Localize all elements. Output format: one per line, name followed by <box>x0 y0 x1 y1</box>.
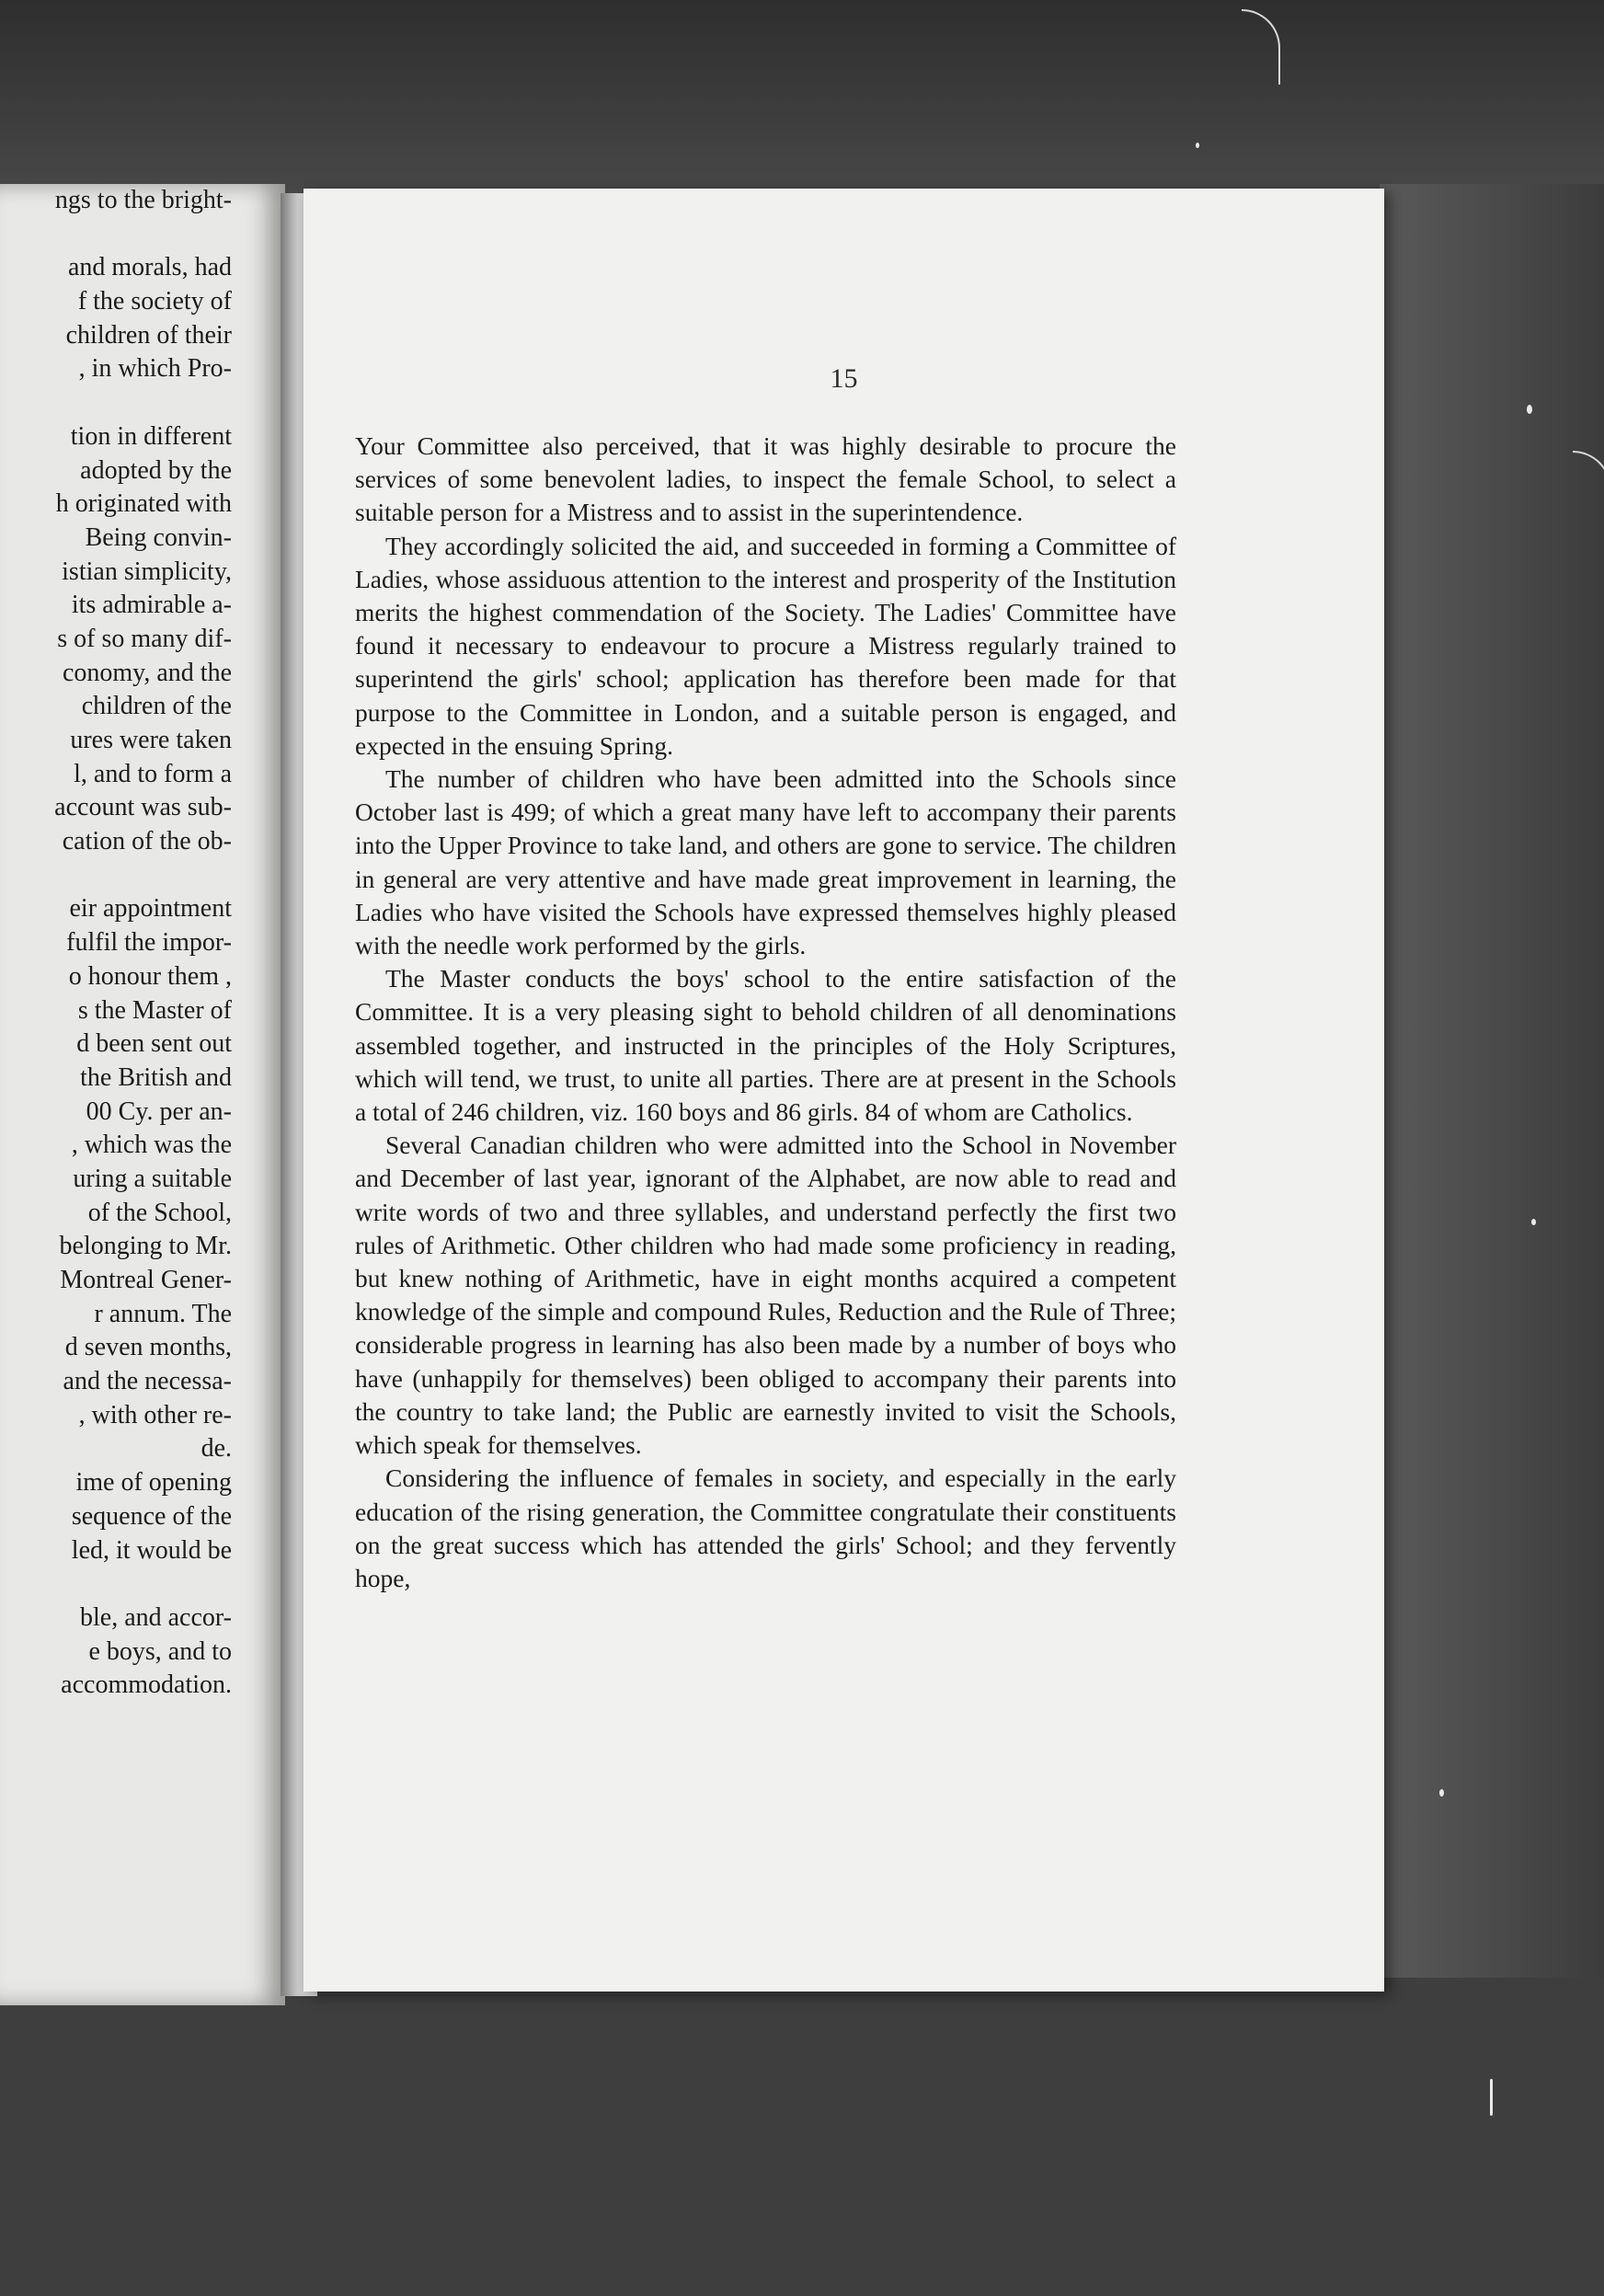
dust-speck <box>1527 405 1532 414</box>
left-facing-page <box>0 184 285 2005</box>
left-page-line: l, and to form a <box>74 759 232 788</box>
left-page-line: of the School, <box>87 1198 232 1227</box>
left-page-line: f the society of <box>77 287 232 316</box>
left-page-line: eir appointment <box>69 894 232 924</box>
left-page-line: led, it would be <box>71 1535 232 1565</box>
left-page-line: conomy, and the <box>62 658 232 687</box>
dust-speck <box>1531 1219 1536 1225</box>
left-page-line: account was sub- <box>54 793 232 822</box>
right-page <box>304 189 1384 1992</box>
left-page-line: sequence of the <box>71 1501 232 1531</box>
paragraph: The number of children who have been admitted into the Schools since October last is 499; of which a great many have left to accompany their parents into the Upper Province to take land, and others are gone to service. The children in general are very attentive and have made great improvement in learning, the Ladies who have visited the Schools have expressed themselves highly pleased with the needle work performed by the girls. <box>355 764 1176 960</box>
page-number: 15 <box>830 363 858 394</box>
left-page-line: h originated with <box>55 489 232 519</box>
body-text <box>355 430 1176 1595</box>
left-page-line: istian simplicity, <box>62 557 232 586</box>
left-page-line: e boys, and to <box>88 1636 232 1666</box>
left-page-line: ures were taken <box>70 726 232 754</box>
left-page-line <box>0 1567 232 1601</box>
left-page-line: ble, and accor- <box>79 1602 232 1632</box>
left-page-line: children of their <box>65 320 232 350</box>
left-page-line: Being convin- <box>85 522 232 552</box>
left-page-line: fulfil the impor- <box>66 928 232 958</box>
left-page-line: and morals, had <box>67 253 232 282</box>
left-page-line: 00 Cy. per an- <box>86 1096 232 1126</box>
left-page-line: the British and <box>80 1062 232 1092</box>
paragraph: The Master conducts the boys' school to the entire satisfaction of the Committee. It is a very pleasing sight to behold children of all denominations assembled together, and instructed in the principles of the Holy Scriptures, which will tend, we trust, to unite all parties. There are at present in the Schools a total of 246 children, viz. 160 boys and 86 girls. 84 of whom are Catholics. <box>355 964 1176 1127</box>
left-page-line: de. <box>200 1434 232 1464</box>
left-page-line: belonging to Mr. <box>59 1232 232 1261</box>
left-page-line: ngs to the bright- <box>54 186 232 214</box>
dust-speck <box>1439 1789 1444 1797</box>
left-page-line <box>0 386 232 420</box>
paragraph: Several Canadian children who were admitted into the School in November and December of last year, ignorant of the Alphabet, are now able to read and write words of two and three syllables, and understand perfectly the first two rules of Arithmetic. Other children who had made some proficiency in reading, but knew nothing of Arithmetic, have in eight months acquired a competent knowledge of the simple and compound Rules, Reduction and the Rule of Three; considerable progress in learning has also been made by a number of boys who have (unhappily for themselves) been obliged to accompany their parents into the country to take land; the Public are earnestly invited to visit the Schools, which speak for themselves. <box>355 1131 1176 1460</box>
left-page-line: Montreal Gener- <box>60 1266 232 1294</box>
left-page-line: , which was the <box>71 1131 232 1160</box>
dust-speck <box>1490 2079 1493 2116</box>
left-page-line: , in which Pro- <box>78 354 232 384</box>
left-page-line: d seven months, <box>64 1333 232 1362</box>
left-page-line: o honour them , <box>68 961 232 991</box>
dust-speck <box>1196 143 1199 148</box>
left-page-line <box>0 859 232 893</box>
left-page-line: accommodation. <box>61 1670 232 1700</box>
left-page-line: tion in different <box>70 421 232 451</box>
left-page-line <box>0 218 232 252</box>
paragraph: Considering the influence of females in society, and especially in the early education of the rising generation, the Committee congratulate their constituents on the great success which has attended the girls' School; and they fervently hope, <box>355 1464 1176 1592</box>
paragraph: Your Committee also perceived, that it was highly desirable to procure the services of some benevolent ladies, to inspect the female School, to select a suitable person for a Mistress and to assist in the superintendence. <box>355 431 1176 527</box>
left-page-line: d been sent out <box>76 1029 232 1059</box>
left-page-line: and the necessa- <box>63 1367 232 1396</box>
left-page-line: uring a suitable <box>73 1164 232 1193</box>
left-page-text <box>0 184 232 1703</box>
left-page-line: , with other re- <box>78 1400 232 1429</box>
paragraph: They accordingly solicited the aid, and succeeded in forming a Committee of Ladies, whose assiduous attention to the interest and prosperity of the Institution merits the highest commendation of the Society. The Ladies' Committee have found it necessary to endeavour to procure a Mistress regularly trained to superintend the girls' school; application has therefore been made for that purpose to the Committee in London, and a suitable person is engaged, and expected in the ensuing Spring. <box>355 531 1176 760</box>
left-page-line: adopted by the <box>80 455 232 485</box>
background-bottom <box>0 1978 1604 2296</box>
left-page-line: s the Master of <box>77 995 232 1025</box>
left-page-line: children of the <box>81 692 232 721</box>
left-page-line: r annum. The <box>94 1299 232 1328</box>
left-page-line: cation of the ob- <box>62 827 232 856</box>
left-page-line: s of so many dif- <box>57 624 232 653</box>
left-page-line: ime of opening <box>75 1468 232 1498</box>
left-page-line: its admirable a- <box>71 591 232 620</box>
background-top <box>0 0 1604 212</box>
